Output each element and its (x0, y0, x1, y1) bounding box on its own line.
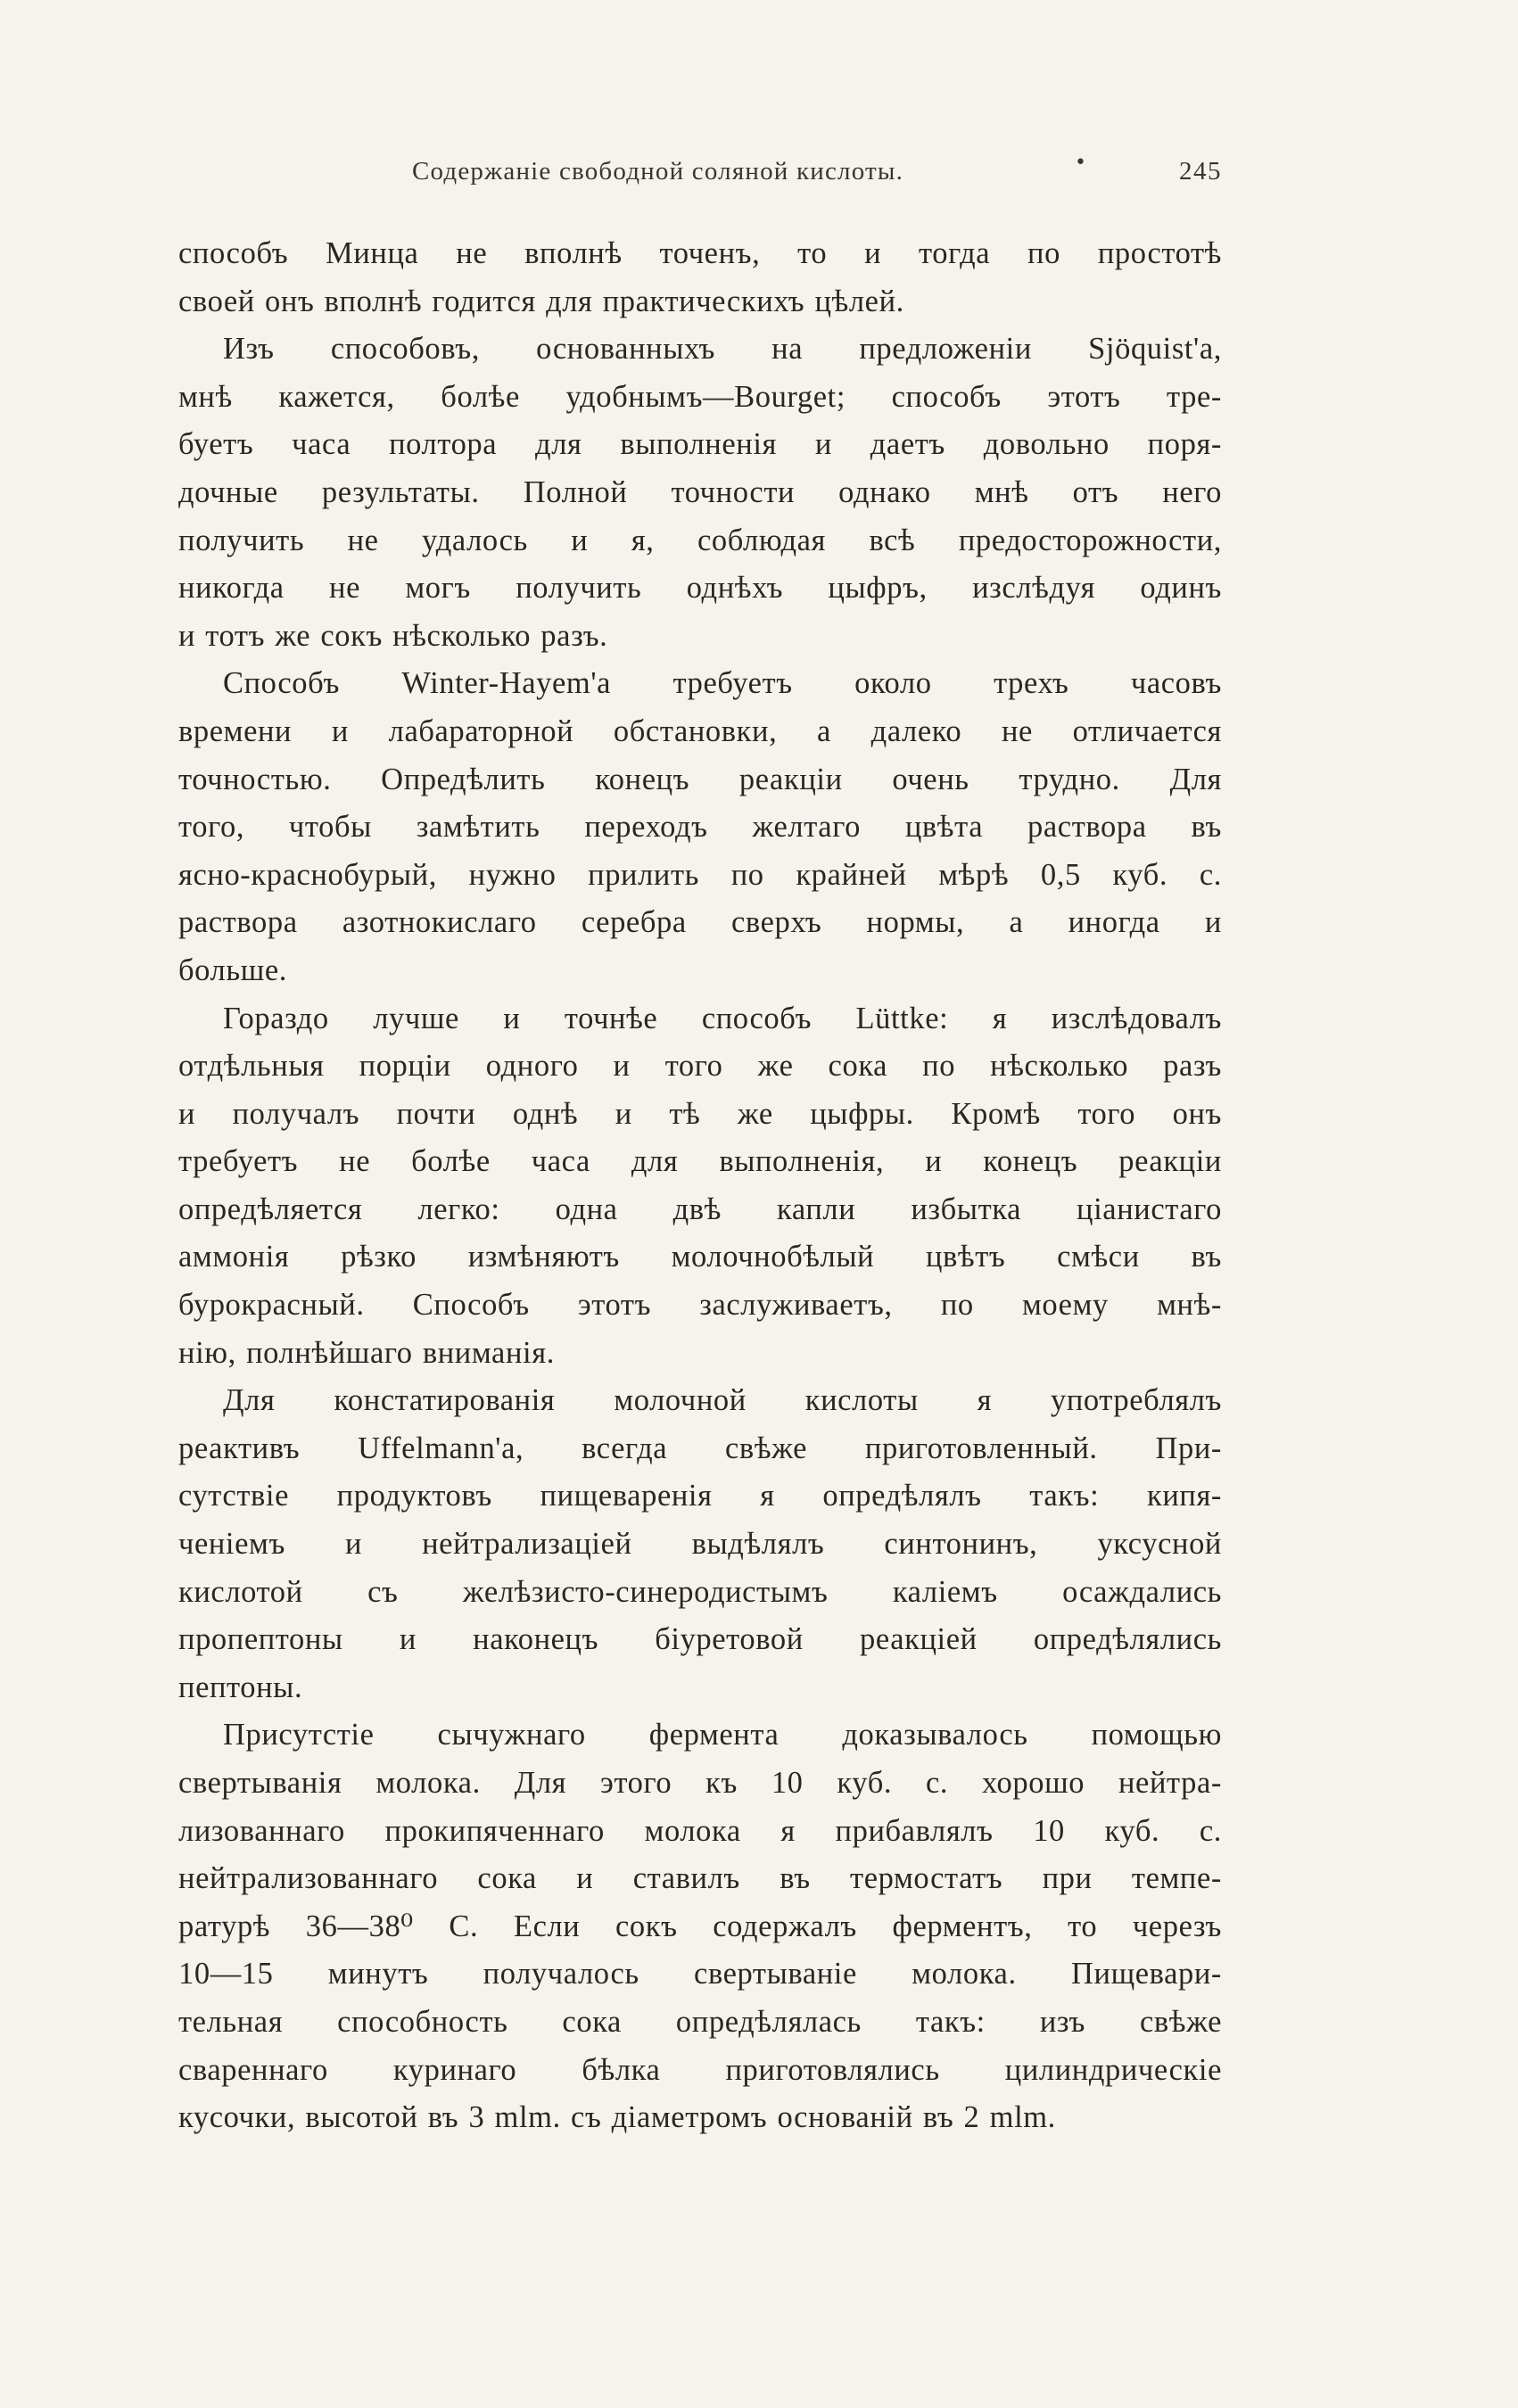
text-line: времени и лабараторной обстановки, а далеко не отличается (178, 713, 1222, 748)
text-line: того, чтобы замѣтить переходъ желтаго цвѣта раствора въ (178, 810, 1222, 845)
text-line: ясно-краснобурый, нужно прилить по крайней мѣрѣ 0,5 куб. с. (178, 857, 1222, 892)
paragraph (178, 995, 1222, 1378)
text-line: точностью. Опредѣлить конецъ реакціи очень трудно. Для (178, 762, 1222, 796)
body-text (178, 230, 1222, 2142)
text-line: пропептоны и наконецъ біуретовой реакціей опредѣлялись (178, 1622, 1222, 1657)
text-line: тельная способность сока опредѣлялась такъ: изъ свѣже (178, 2004, 1222, 2039)
text-line: получить не удалось и я, соблюдая всѣ предосторожности, (178, 523, 1222, 557)
text-line: кислотой съ желѣзисто-синеродистымъ каліемъ осаждались (178, 1574, 1222, 1609)
text-line: ратурѣ 36—38⁰ С. Если сокъ содержалъ ферментъ, то черезъ (178, 1909, 1222, 1943)
text-line: никогда не могъ получить однѣхъ цыфръ, изслѣдуя одинъ (178, 571, 1222, 606)
text-line: нію, полнѣйшаго вниманія. (178, 1335, 555, 1370)
text-line: и получалъ почти однѣ и тѣ же цыфры. Кромѣ того онъ (178, 1096, 1222, 1131)
text-line: ченіемъ и нейтрализаціей выдѣлялъ синтонинъ, уксусной (178, 1527, 1222, 1562)
text-line: лизованнаго прокипяченнаго молока я прибавлялъ 10 куб. с. (178, 1813, 1222, 1848)
paragraph (178, 1711, 1222, 2141)
text-line: свертыванія молока. Для этого къ 10 куб. с. хорошо нейтра- (178, 1766, 1222, 1800)
paragraph (178, 326, 1222, 660)
text-line: Присутстіе сычужнаго фермента доказывалось помощью (223, 1718, 1222, 1752)
page-number: 245 (1179, 157, 1222, 186)
paragraph (178, 230, 1222, 326)
text-line: своей онъ вполнѣ годится для практическихъ цѣлей. (178, 284, 904, 318)
paragraph (178, 1377, 1222, 1711)
text-line: Изъ способовъ, основанныхъ на предложеніи Sjöquist'a, (223, 332, 1222, 367)
text-line: Гораздо лучше и точнѣе способъ Lüttke: я изслѣдовалъ (223, 1001, 1222, 1035)
text-line: бурокрасный. Способъ этотъ заслуживаетъ, по моему мнѣ- (178, 1288, 1222, 1323)
running-title: Содержаніе свободной соляной кислоты. (412, 157, 904, 186)
text-line: буетъ часа полтора для выполненія и даетъ довольно поря- (178, 427, 1222, 462)
text-line: отдѣльныя порціи одного и того же сока по нѣсколько разъ (178, 1049, 1222, 1084)
text-line: реактивъ Uffelmann'a, всегда свѣже приготовленный. При- (178, 1431, 1222, 1465)
text-line: дочные результаты. Полной точности однако мнѣ отъ него (178, 474, 1222, 509)
paragraph (178, 660, 1222, 994)
header-dot-mark: • (1075, 152, 1086, 174)
text-line: сутствіе продуктовъ пищеваренія я опредѣлялъ такъ: кипя- (178, 1479, 1222, 1513)
text-line: мнѣ кажется, болѣе удобнымъ—Bourget; способъ этотъ тре- (178, 379, 1222, 414)
text-line: аммонія рѣзко измѣняютъ молочнобѣлый цвѣтъ смѣси въ (178, 1240, 1222, 1274)
text-line: и тотъ же сокъ нѣсколько разъ. (178, 618, 608, 653)
text-line: кусочки, высотой въ 3 mlm. съ діаметромъ основаній въ 2 mlm. (178, 2100, 1056, 2135)
text-line: Способъ Winter-Hayem'a требуетъ около трехъ часовъ (223, 666, 1222, 701)
text-line: свареннаго куринаго бѣлка приготовлялись цилиндрическіе (178, 2052, 1222, 2087)
text-line: раствора азотнокислаго серебра сверхъ нормы, а иногда и (178, 905, 1222, 940)
text-line: способъ Минца не вполнѣ точенъ, то и тогда по простотѣ (178, 236, 1222, 270)
text-line: 10—15 минутъ получалось свертываніе молока. Пищевари- (178, 1957, 1222, 1992)
text-line: требуетъ не болѣе часа для выполненія, и конецъ реакціи (178, 1144, 1222, 1179)
text-line: пептоны. (178, 1670, 303, 1704)
text-line: нейтрализованнаго сока и ставилъ въ термостатъ при темпе- (178, 1861, 1222, 1896)
text-line: Для констатированія молочной кислоты я употреблялъ (223, 1383, 1222, 1418)
running-header (178, 152, 1222, 196)
text-line: больше. (178, 952, 288, 987)
text-line: опредѣляется легко: одна двѣ капли избытка ціанистаго (178, 1192, 1222, 1226)
